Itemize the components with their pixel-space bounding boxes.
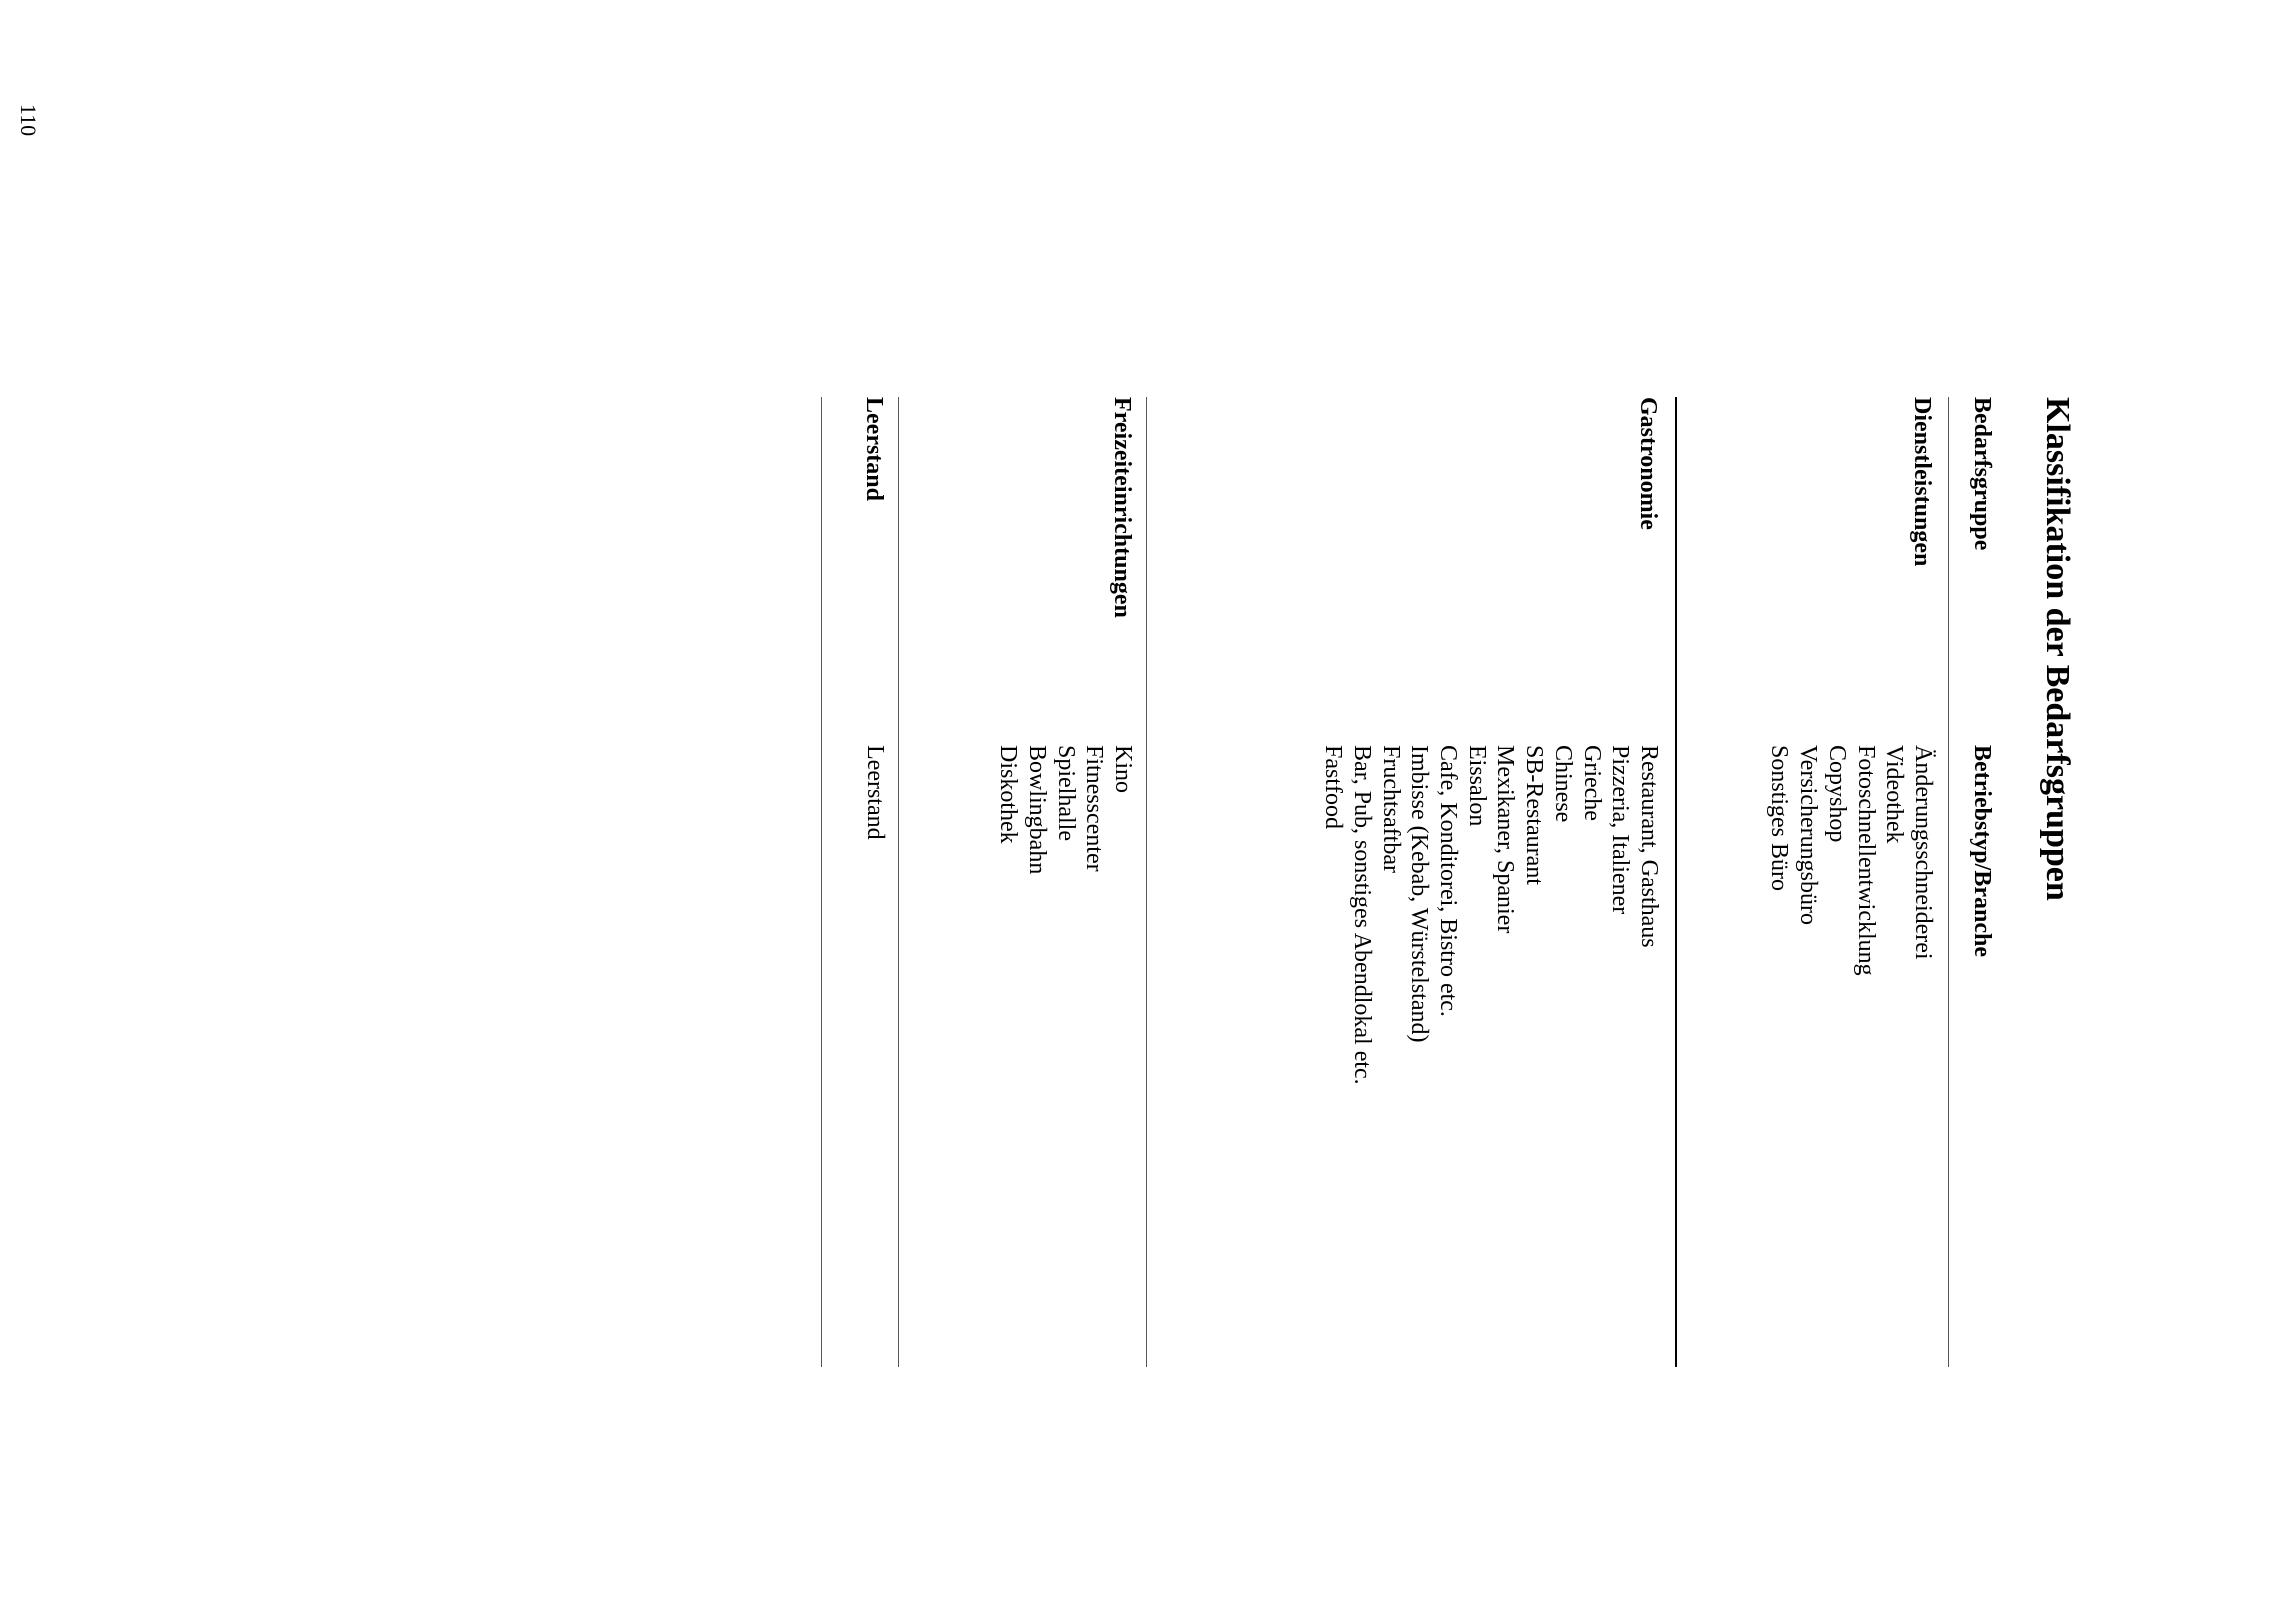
list-item: Imbisse (Kebab, Würstelstand) (1406, 745, 1433, 1043)
group-name-dienstleistungen: Dienstleistungen (1909, 397, 1935, 567)
list-item: Kino (1110, 745, 1136, 793)
group-rule (1146, 397, 1147, 1367)
classification-table (777, 397, 2077, 1367)
list-item: Änderungsschneiderei (1910, 745, 1936, 960)
type-list-leerstand (860, 745, 889, 840)
header-rule (1948, 397, 1949, 1367)
list-item: Leerstand (862, 745, 888, 840)
type-list-freizeiteinrichtungen (993, 745, 1137, 874)
list-item: Grieche (1578, 745, 1605, 821)
list-item: Chinese (1549, 745, 1576, 823)
table-bottom-rule (821, 397, 822, 1367)
column-header-group: Bedarfsgruppe (1969, 397, 1995, 551)
list-item: Spielhalle (1052, 745, 1079, 841)
column-header-type: Betriebstyp/Branche (1969, 745, 1995, 957)
list-item: Mexikaner, Spanier (1492, 745, 1519, 934)
page-number: 110 (16, 103, 41, 137)
group-rule (898, 397, 899, 1367)
list-item: SB-Restaurant (1521, 745, 1548, 885)
list-item: Bowlingbahn (1023, 745, 1050, 875)
list-item: Pizzeria, Italiener (1607, 745, 1634, 915)
list-item: Videothek (1881, 745, 1908, 844)
list-item: Bar, Pub, sonstiges Abendlokal etc. (1348, 745, 1375, 1085)
group-name-leerstand: Leerstand (861, 397, 887, 501)
list-item: Fitnesscenter (1081, 745, 1108, 872)
list-item: Copyshop (1823, 745, 1850, 843)
list-item: Fotoschnellentwicklung (1852, 745, 1879, 976)
list-item: Eissalon (1463, 745, 1490, 827)
group-rule (1675, 397, 1677, 1367)
list-item: Cafe, Konditorei, Bistro etc. (1435, 745, 1462, 1017)
list-item: Sonstiges Büro (1766, 745, 1793, 892)
group-name-gastronomie: Gastronomie (1635, 397, 1661, 530)
type-list-gastronomie (1319, 745, 1663, 1085)
list-item: Fastfood (1320, 745, 1347, 829)
list-item: Versicherungsbüro (1795, 745, 1822, 925)
list-item: Restaurant, Gasthaus (1636, 745, 1662, 948)
type-list-dienstleistungen (1765, 745, 1937, 976)
list-item: Fruchtsaftbar (1377, 745, 1404, 873)
page-title: Klassifikation der Bedarfsgruppen (2039, 397, 2076, 901)
list-item: Diskothek (995, 745, 1022, 844)
group-name-freizeiteinrichtungen: Freizeiteinrichtungen (1109, 397, 1135, 618)
